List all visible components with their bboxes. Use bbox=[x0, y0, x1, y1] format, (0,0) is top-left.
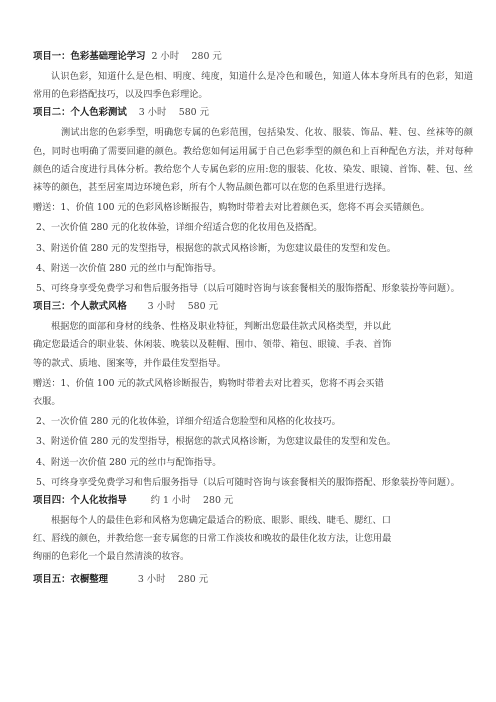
gift-line: 赠送：1、价值 100 元的款式风格诊断报告，购物时带着去对比着买，您将不再会买错 bbox=[33, 377, 384, 389]
gift-line: 赠送：1、价值 100 元的色彩风格诊断报告，购物时带着去对比着颜色买，您将不再会买错颜色。 bbox=[33, 202, 430, 214]
section-body-line: 确定您最适合的职业装、休闲装、晚装以及鞋帽、围巾、领带、箱包、眼镜、手表、首饰 bbox=[33, 339, 392, 351]
section-heading bbox=[33, 573, 473, 587]
section-meta: 约 1 小时 280 元 bbox=[150, 495, 234, 507]
gift-line: 5、可终身享受免费学习和售后服务指导（以后可随时咨询与该套餐相关的服饰搭配、形象装扮等问题）。 bbox=[36, 476, 460, 488]
section-body-line: 等的款式、质地、图案等，并作最佳发型指导。 bbox=[33, 357, 226, 369]
section-body: 认识色彩，知道什么是色相、明度、纯度，知道什么是冷色和暖色，知道人体本身所具有的色彩，知道常用的色彩搭配技巧，以及四季色彩理论。 bbox=[33, 71, 473, 101]
section-body: 测试出您的色彩季型，明确您专属的色彩范围，包括染发、化妆、服装、饰品、鞋、包、丝袜等的颜色，同时也明确了需要回避的颜色。教给您如何运用属于自己色彩季型的颜色和上百种配色方法，并对每种颜色的适合度进行具体分析。教给您个人专属色彩的应用:您的服装、化妆、染发、眼镜、首饰、鞋、包、丝袜等的颜色，甚至居室周边环境色彩，所有个人物品颜色都可以在您的色系里进行选择。 bbox=[33, 127, 473, 194]
section-heading bbox=[33, 50, 473, 64]
gift-line: 2、一次价值 280 元的化妆体验，详细介绍适合您脸型和风格的化妆技巧。 bbox=[36, 416, 341, 428]
section-title: 项目三：个人款式风格 bbox=[33, 301, 127, 313]
gift-line: 5、可终身享受免费学习和售后服务指导（以后可随时咨询与该套餐相关的服饰搭配、形象装扮等问题）。 bbox=[36, 283, 460, 295]
section-meta: 3 小时 280 元 bbox=[137, 573, 209, 585]
gift-line: 4、附送一次价值 280 元的丝巾与配饰指导。 bbox=[36, 456, 222, 468]
section-body-line: 绚丽的色彩化一个最自然清淡的妆容。 bbox=[33, 551, 190, 563]
section-meta: 3 小时 580 元 bbox=[147, 301, 218, 313]
section-body-line: 红、唇线的颜色，并教给您一套专属您的日常工作淡妆和晚妆的最佳化妆方法，让您用最 bbox=[33, 533, 392, 545]
section-title: 项目一：色彩基础理论学习 bbox=[33, 51, 146, 62]
section-heading bbox=[33, 106, 473, 120]
section-title: 项目五：衣橱整理 bbox=[33, 573, 109, 585]
section-meta: 2 小时 280 元 bbox=[151, 51, 222, 62]
gift-line: 4、附送一次价值 280 元的丝巾与配饰指导。 bbox=[36, 262, 222, 274]
section-body-line: 根据您的面部和身材的线条、性格及职业特征，判断出您最佳款式风格类型，并以此 bbox=[51, 321, 391, 333]
section-heading bbox=[33, 300, 473, 314]
gift-line: 2、一次价值 280 元的化妆体验，详细介绍适合您的化妆用色及搭配。 bbox=[36, 222, 323, 234]
section-body-line: 根据每个人的最佳色彩和风格为您确定最适合的粉底、眼影、眼线、睫毛、腮红、口 bbox=[51, 515, 391, 527]
section-meta: 3 小时 580 元 bbox=[138, 107, 209, 119]
gift-line: 3、附送价值 280 元的发型指导，根据您的款式风格诊断，为您建议最佳的发型和发色。 bbox=[36, 242, 396, 254]
section-title: 项目四：个人化妆指导 bbox=[33, 495, 127, 507]
section-title: 项目二：个人色彩测试 bbox=[33, 107, 127, 119]
section-heading bbox=[33, 494, 473, 508]
document-content bbox=[33, 50, 473, 591]
gift-line: 3、附送价值 280 元的发型指导，根据您的款式风格诊断，为您建议最佳的发型和发色。 bbox=[36, 436, 396, 448]
gift-line: 衣服。 bbox=[33, 396, 61, 408]
